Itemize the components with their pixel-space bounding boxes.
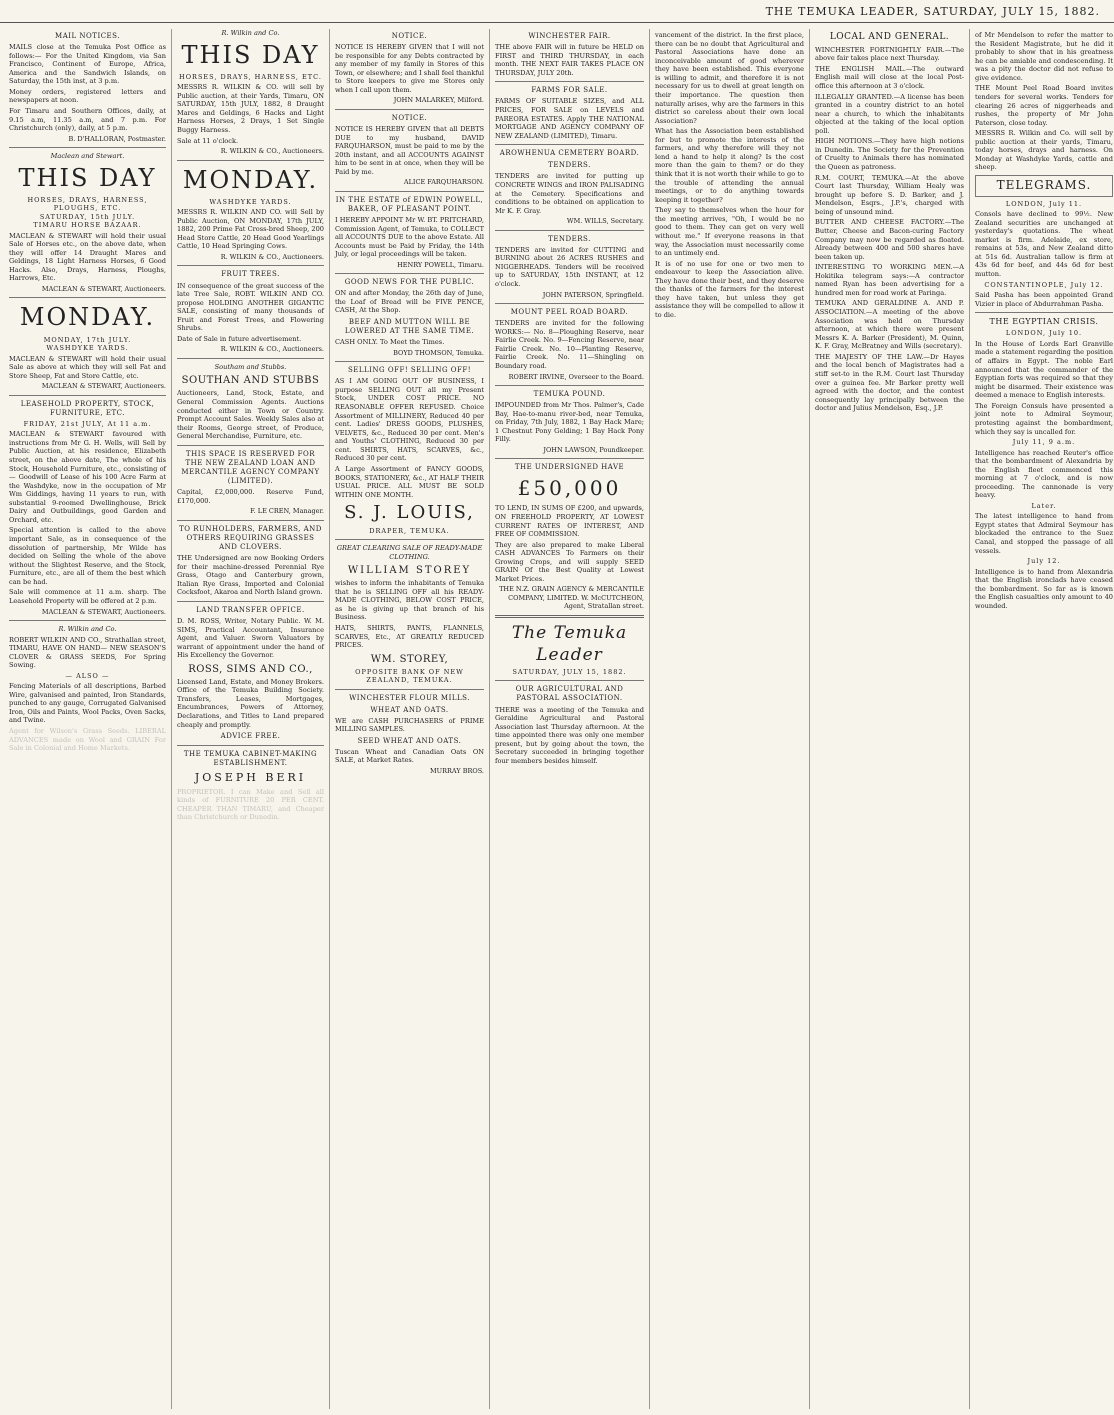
monday-heading: MONDAY. bbox=[182, 165, 319, 194]
dateline: LONDON, July 10. bbox=[1005, 329, 1083, 338]
sale-description: Sale will commence at 11 a.m. sharp. The Leasehold Property will be offered at 2 p.m. bbox=[9, 588, 166, 605]
divider bbox=[177, 520, 324, 521]
news-item: ILLEGALLY GRANTED.—A license has been granted in a country district to an hotel near a church, to which the inhabitants objected at the taking of the local option poll. bbox=[815, 92, 964, 135]
winchester-fair-text: THE above FAIR will in future be HELD on FIRST and THIRD THURSDAY, in each month. THE NEXT FAIR TAKES PLACE ON THURSDAY, JULY 20th. bbox=[495, 43, 644, 77]
cabinet-heading: THE TEMUKA CABINET-MAKING ESTABLISHMENT. bbox=[183, 750, 318, 768]
overseer-signature: ROBERT IRVINE, Overseer to the Board. bbox=[508, 372, 644, 381]
undersigned-heading: THE UNDERSIGNED HAVE bbox=[514, 463, 625, 472]
news-item: of Mr Mendelson to refer the matter to the Resident Magistrate, but he did it probably to show that in his greatness he can be amiable and condescending. It was a pity the doctor did not refuse to give evidence. bbox=[975, 31, 1113, 82]
loan-agency-heading: THIS SPACE IS RESERVED FOR THE NEW ZEALAND LOAN AND MERCANTILE AGENCY COMPANY (LIMITED). bbox=[181, 449, 320, 486]
secretary-signature: WM. WILLS, Secretary. bbox=[566, 217, 644, 226]
dateline: LONDON, July 11. bbox=[1005, 199, 1083, 208]
tenders-signature: JOHN PATERSON, Springfield. bbox=[542, 290, 644, 299]
divider bbox=[9, 147, 166, 148]
column-2 bbox=[172, 29, 330, 1409]
dateline: July 11, 9 a.m. bbox=[1012, 438, 1076, 447]
news-item: MESSRS R. Wilkin and Co. will sell by public auction at their yards, Timaru, today horses, drays and harness. On Monday at Washdyke Yards, cattle and sheep. bbox=[975, 129, 1113, 172]
clearing-sale-heading: GREAT CLEARING SALE OF READY-MADE CLOTHING. bbox=[336, 544, 483, 561]
ross-sims-heading: ROSS, SIMS AND CO., bbox=[188, 663, 313, 675]
mail-notices-text: MAILS close at the Temuka Post Office as follows:— For the United Kingdom, via San Francisco, Continent of Europe, Africa, America and the Sandwich Islands, on Saturday, the 15th inst, at 3 p.m. bbox=[9, 43, 166, 86]
sale-date: FRIDAY, 21st JULY, At 11 a.m. bbox=[23, 419, 152, 428]
sale-description: MACLEAN & STEWART favoured with instructions from Mr G. H. Wells, will Sell by Public Auction, at his residence, Elizabeth street, on the above date, The whole of his Stock, Household Furniture, etc., consisting of — Goodwill of Lease of his 100 Acre Farm at the Washdyke, now in the occupation of Mr Wm Giddings, having 11 years to run, with substantial 9-roomed Dwellinghouse, Brick Dairy and Outbuildings, good Garden and Orchard, etc. bbox=[9, 430, 166, 524]
fruit-trees-date: Date of Sale in future advertisement. bbox=[177, 334, 302, 343]
divider bbox=[335, 539, 484, 540]
notice-signature: ALICE FARQUHARSON. bbox=[403, 178, 484, 187]
ross-sims-text: Licensed Land, Estate, and Money Brokers. Office of the Temuka Building Society. Transfers, Leases, Mortgages, Encumbrances, Powers of Attorney, Declarations, and Titles to Land prepared cheaply and promptly. bbox=[177, 677, 324, 729]
telegram-text: Intelligence has reached Reuter's office that the bombardment of Alexandria by the English fleet commenced this morning at 7 o'clock, and is now proceeding. The cannonade is very heavy. bbox=[975, 448, 1113, 500]
storey-text: wishes to inform the inhabitants of Temuka that he is SELLING OFF all his READY-MADE CLOTHING, BELOW COST PRICE, as he is giving up that branch of his Business. bbox=[335, 579, 484, 622]
timaru-mail-text: For Timaru and Southern Offices, daily, at 9.15 a.m, 11.35 a.m, and 7 p.m. For Christchurch (only), daily, at 5 p.m. bbox=[9, 107, 166, 133]
telegram-text: Said Pasha has been appointed Grand Vizier in place of Abdurrahman Pasha. bbox=[975, 290, 1113, 308]
auctioneer-signature: R. WILKIN & CO., Auctioneers. bbox=[220, 345, 324, 354]
divider bbox=[177, 445, 324, 446]
divider bbox=[177, 601, 324, 602]
telegram-text: The latest intelligence to hand from Egypt states that Admiral Seymour has blockaded the entrance to the Suez Canal, and stopped the passage of all vessels. bbox=[975, 512, 1113, 555]
road-board-text: TENDERS are invited for the following WORKS:— No. 8—Ploughing Reserve, near Fairlie Creek. No. 9—Fencing Reserve, near Fairlie Creek. No. 10—Planting Reserve, Fairlie Creek. No. 11—Shingling on Boundary road. bbox=[495, 319, 644, 370]
advances-text: They are also prepared to make Liberal CASH ADVANCES To Farmers on their Growing Crops, and will supply SEED GRAIN Of the Best Quality at Lowest Market Prices. bbox=[495, 540, 644, 583]
news-item: R.M. COURT, TEMUKA.—At the above Court last Thursday, William Healy was brought up before S. D. Barker, and J. Mendelson, Esqrs., J.P.'s, charged with being of unsound mind. bbox=[815, 173, 964, 216]
selling-off-heading: SELLING OFF! SELLING OFF! bbox=[347, 366, 472, 375]
sale-place: TIMARU HORSE BAZAAR. bbox=[33, 221, 142, 230]
grasses-heading: TO RUNHOLDERS, FARMERS, AND OTHERS REQUIRING GRASSES AND CLOVERS. bbox=[179, 524, 322, 551]
farms-heading: FARMS FOR SALE. bbox=[531, 86, 608, 95]
advertiser-tag: R. Wilkin and Co. bbox=[221, 29, 280, 37]
auctioneer-signature: R. WILKIN & CO., Auctioneers. bbox=[220, 253, 324, 261]
editorial-text: THERE was a meeting of the Temuka and Geraldine Agricultural and Pastoral Association last Thursday afternoon. At the time appointed there was only one member present, but by going about the town, the Secretary succeeded in bringing together four members besides himself. bbox=[495, 705, 644, 765]
tenders-heading: TENDERS. bbox=[548, 234, 591, 243]
sale-subheading: HORSES, DRAYS, HARNESS, ETC. bbox=[179, 72, 322, 81]
divider bbox=[975, 312, 1113, 313]
dateline: CONSTANTINOPLE, July 12. bbox=[984, 280, 1104, 289]
editorial-heading: OUR AGRICULTURAL AND PASTORAL ASSOCIATION. bbox=[515, 685, 624, 703]
auctioneer-signature: MACLEAN & STEWART, Auctioneers. bbox=[41, 382, 166, 391]
notice-heading: NOTICE. bbox=[391, 113, 428, 122]
news-item: WINCHESTER FORTNIGHTLY FAIR.—The above fair takes place next Thursday. bbox=[815, 45, 964, 63]
news-item: TEMUKA AND GERALDINE A. AND P. ASSOCIATION.—A meeting of the above Association was held on Thursday afternoon, at which there were present Messrs K. A. Barker (President), M. Quinn, K. F. Gray, McBratney and Wills (secretary). bbox=[815, 299, 964, 351]
this-day-heading: THIS DAY bbox=[18, 163, 157, 192]
sale-description: MESSRS R. WILKIN AND CO. will Sell by Public Auction, ON MONDAY, 17th JULY, 1882, 200 Prime Fat Cross-bred Sheep, 200 Head Store Cattle, 20 Head Good Yearlings Cattle, 10 Head Springing Cows. bbox=[177, 208, 324, 251]
dateline: Later. bbox=[1031, 501, 1057, 510]
cash-text: CASH ONLY. To Meet the Times. bbox=[335, 338, 445, 347]
advertiser-tag: Maclean and Stewart. bbox=[50, 152, 125, 161]
divider bbox=[495, 303, 644, 304]
leasehold-heading: LEASEHOLD PROPERTY, STOCK, FURNITURE, ETC. bbox=[20, 399, 155, 417]
advertiser-tag: R. Wilkin and Co. bbox=[58, 624, 117, 633]
tenders-heading: TENDERS. bbox=[548, 161, 591, 170]
divider bbox=[177, 358, 324, 359]
divider bbox=[335, 191, 484, 192]
mail-notices-heading: MAIL NOTICES. bbox=[55, 32, 120, 40]
news-item: INTERESTING TO WORKING MEN.—A Hokitika telegram says:—A contractor named Ryan has been advertising for a hundred men for road work at Paringa. bbox=[815, 263, 964, 297]
notice-signature: JOHN MALARKEY, Milford. bbox=[393, 96, 484, 105]
baker-signature: BOYD THOMSON, Temuka. bbox=[393, 348, 484, 357]
capital-text: Capital, £2,000,000. Reserve Fund, £170,000. bbox=[177, 488, 324, 505]
estate-text: I HEREBY APPOINT Mr W. BT. PRITCHARD, Commission Agent, of Temuka, to COLLECT all ACCOUNTS DUE to the above Estate. All Accounts must be Paid by Friday, the 14th July, or legal proceedings will be taken. bbox=[335, 216, 484, 259]
newspaper-nameplate: The Temuka Leader bbox=[511, 622, 628, 665]
selling-off-text: AS I AM GOING OUT OF BUSINESS, I purpose SELLING OUT all my Present Stock, UNDER COST PRICE. NO REASONABLE OFFER REFUSED. Choice Assortment of MILLINERY, Reduced 40 per cent. Ladies' DRESS GOODS, PLUSHES, VELVETS, &c., Reduced 30 per cent. Men's and Youths' CLOTHING, Reduced 30 per cent. SHIRTS, HATS, SCARVES, &c., Reduced 30 per cent. bbox=[335, 377, 484, 463]
bread-text: ON and after Monday, the 26th day of June, the Loaf of Bread will be FIVE PENCE, CASH, At the Shop. bbox=[335, 289, 484, 315]
wheat-oats-heading: WHEAT AND OATS. bbox=[370, 705, 449, 714]
divider bbox=[177, 745, 324, 746]
pound-text: IMPOUNDED from Mr Thos. Palmer's, Cade Bay, Hae-to-manu river-bed, near Temuka, on Friday, 7th July, 1882, 1 Bay Hack Mare; 1 Chestnut Pony Gelding; 1 Bay Hack Pony Filly. bbox=[495, 401, 644, 444]
divider bbox=[495, 230, 644, 231]
cemetery-heading: AROWHENUA CEMETERY BOARD. bbox=[499, 149, 640, 158]
also-heading: — ALSO — bbox=[65, 671, 110, 680]
sale-description: MESSRS R. WILKIN & CO. will sell by Public auction, at their Yards, Timaru, ON SATURDAY, 15th JULY, 1882, 8 Draught Mares and Geldings, 6 Hacks and Light Harness Horses, 2 Drays, 1 Set Single Buggy Harness. bbox=[177, 83, 324, 134]
news-item: THE Mount Peel Road Board invites tenders for several works. Tenders for clearing 26 acres of niggerheads and rushes, the property of Mr John Paterson, close today. bbox=[975, 84, 1113, 127]
land-transfer-heading: LAND TRANSFER OFFICE. bbox=[196, 605, 305, 614]
postmaster-signature: B. D'HALLORAN, Postmaster. bbox=[68, 134, 166, 143]
telegram-text: Intelligence is to hand from Alexandria that the English ironclads have ceased the bombardment. So far as is known the English casualties only amount to 40 wounded. bbox=[975, 567, 1113, 610]
sale-place: WASHDYKE YARDS. bbox=[209, 197, 292, 206]
notice-text: NOTICE IS HEREBY GIVEN that all DEBTS DUE to my husband, DAVID FARQUHARSON, must be paid to me by the 20th instant, and all ACCOUNTS AGAINST him to be sent in at once, when they will be Paid by me. bbox=[335, 125, 484, 176]
poundkeeper-signature: JOHN LAWSON, Poundkeeper. bbox=[543, 445, 644, 454]
monday-heading: MONDAY. bbox=[19, 303, 156, 332]
winchester-fair-heading: WINCHESTER FAIR. bbox=[528, 32, 611, 40]
sale-time: Sale at 11 o'clock. bbox=[177, 136, 239, 145]
divider bbox=[177, 160, 324, 161]
tuscan-wheat-text: Tuscan Wheat and Canadian Oats ON SALE, at Market Rates. bbox=[335, 747, 484, 765]
local-general-heading: LOCAL AND GENERAL. bbox=[829, 32, 950, 42]
beef-heading: BEEF AND MUTTON WILL BE LOWERED AT THE SAME TIME. bbox=[344, 318, 475, 336]
divider bbox=[335, 361, 484, 362]
joseph-beri-heading: JOSEPH BERI bbox=[194, 771, 307, 785]
sale-description: MACLEAN & STEWART will hold their usual Sale as above at which they will sell Fat and Store Sheep, Fat and Store Cattle, etc. bbox=[9, 354, 166, 380]
editorial-text: It is of no use for one or two men to endeavour to keep the Association alive. They have done their best, and they deserve the thanks of the farmers for the interest they have taken, but unless they get assistance they will be compelled to allow it to die. bbox=[655, 259, 804, 319]
telegram-text: The Foreign Consuls have presented a joint note to Admiral Seymour, protesting against the bombardment, which they say is uncalled for. bbox=[975, 401, 1113, 436]
fencing-advert: Fencing Materials of all descriptions, Barbed Wire, galvanised and painted, Iron Standards, punched to any gauge, Corrugated Galvanised Iron, Oils and Paints, Wool Packs, Oven Sacks, and Twine. bbox=[9, 682, 166, 725]
this-day-heading: THIS DAY bbox=[181, 40, 320, 69]
manager-signature: F. LE CREN, Manager. bbox=[250, 507, 324, 516]
southan-stubbs-heading: SOUTHAN AND STUBBS bbox=[181, 375, 320, 387]
issue-date: SATURDAY, JULY 15, 1882. bbox=[512, 667, 627, 676]
tenders-text: TENDERS are invited for putting up CONCRETE WINGS and IRON PALISADING at the Cemetery. Specifications and conditions to be obtained on application to Mr K. F. Gray. bbox=[495, 172, 644, 215]
telegram-text: Consols have declined to 99½. New Zealand securities are unchanged at yesterday's quotations. The wheat market is firm. Adelaide, ex store, remains at 53s, and New Zealand ditto at 51s 6d. Australian tallow is firm at 43s 6d for beef, and 44s 6d for best mutton. bbox=[975, 210, 1113, 278]
fruit-trees-text: IN consequence of the great success of the late Tree Sale, ROBT. WILKIN AND CO. propose HOLDING ANOTHER GIGANTIC SALE, consisting of many thousands of Fruit and Forest Trees, and Flowering Shrubs. bbox=[177, 281, 324, 333]
sale-place: WASHDYKE YARDS. bbox=[46, 344, 129, 353]
divider bbox=[495, 385, 644, 386]
draper-subheading: DRAPER, TEMUKA. bbox=[369, 526, 450, 535]
masthead bbox=[0, 0, 1114, 23]
storey-heading: WILLIAM STOREY bbox=[347, 565, 472, 577]
egyptian-crisis-heading: THE EGYPTIAN CRISIS. bbox=[989, 317, 1099, 327]
agent-advert: Agent for Wilson's Grass Seeds. LIBERAL ADVANCES made on Wool and GRAIN For Sale in Colonial and Home Markets. bbox=[9, 727, 166, 753]
grasses-text: THE Undersigned are now Booking Orders for their machine-dressed Perennial Rye Grass, Otago and Canterbury grown, Italian Rye Grass, Imported and Colonial Cocksfoot, Akaroa and North Island grown. bbox=[177, 554, 324, 597]
divider bbox=[495, 144, 644, 145]
column-1 bbox=[4, 29, 172, 1409]
column-7 bbox=[970, 29, 1114, 1409]
divider bbox=[335, 273, 484, 274]
loan-text: TO LEND, IN SUMS OF £200, and upwards, ON FREEHOLD PROPERTY, AT LOWEST CURRENT RATES OF INTEREST, AND FREE OF COMMISSION. bbox=[495, 504, 644, 539]
editorial-text: What has the Association been established for but to promote the interests of the farmers, and why therefore will they not lend a hand to help it along? Is the cost more than the gain to them? or do they think that it is not worth their while to go to the trouble of attending the annual meetings, or to do anything towards keeping it together? bbox=[655, 127, 804, 204]
editorial-text: vancement of the district. In the first place, there can be no doubt that Agricultural and Pastoral Associations have done an inconceivable amount of good wherever they have been established. This everyone is willing to admit, and therefore it is not necessary for us to dwell at great length on their importance. The question then naturally arises, why are the farmers in this district so careless about their own local Association? bbox=[655, 31, 804, 125]
land-transfer-text: D. M. ROSS, Writer, Notary Public. W. M. SIMS, Practical Accountant, Insurance Agent, and Valuer. Sworn Valuators by warrant of appointment under the hand of His Excellency the Governor. bbox=[177, 616, 324, 660]
divider bbox=[9, 620, 166, 621]
masthead-title: THE TEMUKA LEADER, SATURDAY, JULY 15, 1882. bbox=[765, 4, 1100, 18]
seed-wheat-heading: SEED WHEAT AND OATS. bbox=[357, 736, 462, 745]
divider bbox=[177, 265, 324, 266]
sale-description: MACLEAN & STEWART will hold their usual Sale of Horses etc., on the above date, when they will offer 14 Draught Mares and Geldings, 18 Light Harness Horses, 6 Good Hacks. Also, Drays, Harness, Ploughs, Harrows, Etc. bbox=[9, 231, 166, 283]
news-item: HIGH NOTIONS.—They have high notions in Dunedin. The Society for the Prevention of Cruelty to Animals there has nominated the Queen as patroness. bbox=[815, 137, 964, 171]
sale-description: Special attention is called to the above important Sale, as in consequence of the dissolution of partnership, Mr Wilde has decided on Selling the whole of the above without the Slightest Reserve, and the Stock, Furniture, etc., are all of them the best which can be had. bbox=[9, 526, 166, 586]
divider bbox=[335, 689, 484, 690]
cash-purchasers-text: WE are CASH PURCHASERS of PRIME MILLING SAMPLES. bbox=[335, 716, 484, 734]
auctioneer-signature: MACLEAN & STEWART, Auctioneers. bbox=[41, 607, 166, 616]
dateline: July 12. bbox=[1027, 557, 1061, 566]
grain-agency-signature: THE N.Z. GRAIN AGENCY & MERCANTILE COMPANY, LIMITED. W. McCUTCHEON, Agent, Stratallan street. bbox=[499, 585, 644, 611]
tenders-text: TENDERS are invited for CUTTING and BURNING about 26 ACRES RUSHES and NIGGERHEADS. Tenders will be received up to SATURDAY, 15th INSTANT, at 12 o'clock. bbox=[495, 245, 644, 289]
farms-text: FARMS OF SUITABLE SIZES, and ALL PRICES, FOR SALE on LEVELS and PAREORA ESTATES. Apply THE NATIONAL MORTGAGE AND AGENCY COMPANY OF NEW ZEALAND (LIMITED), Timaru. bbox=[495, 97, 644, 140]
news-item: THE MAJESTY OF THE LAW.—Dr Hayes and the local bench of Magistrates had a stiff set-to in the R.M. Court last Thursday over a guinea fee. Mr Barker pretty well agreed with the doctor, and the contest consequently lay principally between the doctor and Julius Mendelson, Esq., J.P. bbox=[815, 352, 964, 413]
newspaper-page bbox=[0, 23, 1114, 1409]
flour-mills-heading: WINCHESTER FLOUR MILLS. bbox=[349, 693, 470, 702]
advice-heading: ADVICE FREE. bbox=[220, 732, 281, 741]
money-orders-text: Money orders, registered letters and newspapers at noon. bbox=[9, 87, 166, 105]
editorial-text: They say to themselves when the hour for the meeting arrives, "Oh, I would be no good to them. They can get on very well without me." If everyone reasons in that way, the Association must necessarily come to an untimely end. bbox=[655, 206, 804, 258]
furniture-text: PROPRIETOR. I can Make and Sell all kinds of FURNITURE 20 PER CENT. CHEAPER THAN TIMARU, and Cheaper than Christchurch or Dunedin. bbox=[177, 787, 324, 822]
fancy-goods-text: A Large Assortment of FANCY GOODS, BOOKS, STATIONERY, &c., AT HALF THEIR USUAL PRICE. ALL MUST BE SOLD WITHIN ONE MONTH. bbox=[335, 464, 484, 499]
divider bbox=[495, 680, 644, 681]
divider bbox=[335, 109, 484, 110]
louis-heading: S. J. LOUIS, bbox=[344, 502, 475, 524]
storey-goods-text: HATS, SHIRTS, PANTS, FLANNELS, SCARVES, Etc., AT GREATLY REDUCED PRICES. bbox=[335, 623, 484, 650]
sale-date: MONDAY, 17th JULY. bbox=[43, 335, 132, 344]
divider bbox=[9, 297, 166, 298]
storey-address: OPPOSITE BANK OF NEW ZEALAND, TEMUKA. bbox=[355, 667, 464, 685]
southan-stubbs-text: Auctioneers, Land, Stock, Estate, and General Commission Agents. Auctions conducted either in Town or Country. Prompt Account Sales. Weekly Sales also at their Rooms, George street, of Produce, General Merchandise, Furniture, etc. bbox=[177, 389, 324, 441]
notice-heading: NOTICE. bbox=[391, 32, 428, 40]
auctioneer-signature: R. WILKIN & CO., Auctioneers. bbox=[220, 147, 324, 156]
advertiser-tag: Southam and Stubbs. bbox=[214, 362, 287, 371]
loan-amount: £50,000 bbox=[517, 476, 622, 501]
telegram-text: In the House of Lords Earl Granville made a statement regarding the position of affairs in Egypt. The noble Earl announced that the commander of the Egyptian forts was required so that they might be disarmed. Their existence was deemed a menace to English interests. bbox=[975, 339, 1113, 400]
estate-signature: HENRY POWELL, Timaru. bbox=[397, 260, 484, 269]
news-item: THE ENGLISH MAIL.—The outward English mail will close at the local Post-office this afternoon at 3 o'clock. bbox=[815, 64, 964, 90]
sale-subheading: HORSES, DRAYS, HARNESS, PLOUGHS, ETC. bbox=[27, 195, 148, 213]
murray-signature: MURRAY BROS. bbox=[430, 767, 484, 776]
column-3 bbox=[330, 29, 490, 1409]
divider bbox=[495, 458, 644, 459]
fruit-trees-heading: FRUIT TREES. bbox=[221, 270, 280, 279]
estate-heading: IN THE ESTATE of EDWIN POWELL, BAKER, OF PLEASANT POINT. bbox=[335, 195, 484, 213]
telegrams-heading: TELEGRAMS. bbox=[975, 175, 1113, 197]
seeds-advert: ROBERT WILKIN AND CO., Strathallan street, TIMARU, HAVE ON HAND— NEW SEASON'S CLOVER & GRASS SEEDS, For Spring Sowing. bbox=[9, 635, 166, 670]
column-5 bbox=[650, 29, 810, 1409]
column-4 bbox=[490, 29, 650, 1409]
notice-text: NOTICE IS HEREBY GIVEN that I will not be responsible for any Debts contracted by any member of my family in Stores of this Town, or elsewhere; and I shall feel thankful to Store keepers to give me Stores only when I call upon them. bbox=[335, 43, 485, 94]
divider bbox=[9, 395, 166, 396]
road-board-heading: MOUNT PEEL ROAD BOARD. bbox=[510, 308, 629, 317]
pound-heading: TEMUKA POUND. bbox=[533, 389, 606, 398]
divider bbox=[495, 615, 644, 618]
divider bbox=[495, 81, 644, 82]
news-item: BUTTER AND CHEESE FACTORY.—The Butter, Cheese and Bacon-curing Factory Company may now be regarded as floated. Already between 400 and 500 shares have been taken up. bbox=[815, 218, 964, 261]
good-news-heading: GOOD NEWS FOR THE PUBLIC. bbox=[344, 278, 475, 287]
storey-signature: WM. STOREY, bbox=[370, 653, 449, 665]
column-6 bbox=[810, 29, 970, 1409]
auctioneer-signature: MACLEAN & STEWART, Auctioneers. bbox=[41, 285, 166, 294]
sale-date: SATURDAY, 15th JULY. bbox=[39, 212, 136, 221]
